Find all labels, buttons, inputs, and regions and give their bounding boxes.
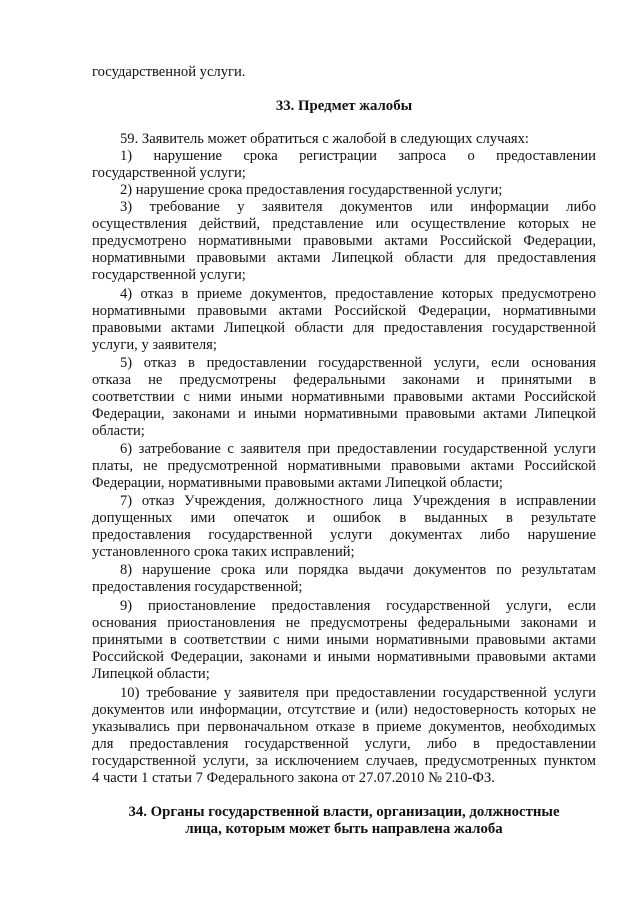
text-line: 4) отказ в приеме документов, предоставление которых предусмотрено	[120, 286, 596, 302]
text-line: установленного срока таких исправлений;	[92, 544, 355, 560]
text-line: 8) нарушение срока или порядка выдачи документов по результатам	[120, 562, 596, 578]
text-line: нормативными правовыми актами Липецкой области для предоставления	[92, 250, 596, 266]
text-line: предоставления государственной;	[92, 579, 303, 595]
text-line: 4 части 1 статьи 7 Федерального закона от 27.07.2010 № 210-ФЗ.	[92, 770, 495, 786]
text-line: 10) требование у заявителя при предоставлении государственной услуги	[120, 685, 596, 701]
text-line: отказа не предусмотрены федеральными законами и принятыми в	[92, 372, 596, 388]
text-line: государственной услуги;	[92, 267, 246, 283]
text-line: государственной услуги, за исключением случаев, предусмотренных пунктом	[92, 753, 596, 769]
section-34-heading-line-1: 34. Органы государственной власти, организации, должностные	[128, 804, 560, 820]
section-34-heading-line-2: лица, которым может быть направлена жалоба	[185, 821, 503, 837]
section-33-heading: 33. Предмет жалобы	[275, 98, 413, 114]
text-line: для предоставления государственной услуги, либо в предоставлении	[92, 736, 596, 752]
text-line: нормативными правовыми актами Российской Федерации, нормативными	[92, 303, 596, 319]
text-line: документов или информации, отсутствие и (или) недостоверность которых не	[92, 702, 596, 718]
text-line: 3) требование у заявителя документов или информации либо	[120, 199, 596, 215]
text-line: осуществления действий, представление или осуществление которых не	[92, 216, 596, 232]
text-line: Федерации, законами и иными нормативными правовыми актами Липецкой	[92, 406, 596, 422]
text-line: предоставления государственной услуги документах либо нарушение	[92, 527, 596, 543]
text-line: Липецкой области;	[92, 666, 210, 682]
text-line: указывались при первоначальном отказе в приеме документов, необходимых	[92, 719, 596, 735]
text-line: допущенных ими опечаток и ошибок в выданных в результате	[92, 510, 596, 526]
text-line: правовыми актами Липецкой области для предоставления государственной	[92, 320, 596, 336]
text-line: государственной услуги;	[92, 165, 246, 181]
text-line: услуги, у заявителя;	[92, 337, 217, 353]
text-line: 5) отказ в предоставлении государственной услуги, если основания	[120, 355, 596, 371]
text-line: государственной услуги.	[92, 64, 246, 80]
text-line: принятыми в соответствии с ними иными нормативными правовыми актами	[92, 632, 596, 648]
text-line: 9) приостановление предоставления государственной услуги, если	[120, 598, 596, 614]
text-line: области;	[92, 423, 145, 439]
text-line: платы, не предусмотренной нормативными правовыми актами Российской	[92, 458, 596, 474]
text-line: основания приостановления не предусмотрены федеральными законами и	[92, 615, 596, 631]
text-line: предусмотрено нормативными правовыми актами Российской Федерации,	[92, 233, 596, 249]
text-line: 6) затребование с заявителя при предоставлении государственной услуги	[120, 441, 596, 457]
text-line: соответствии с ними иными нормативными правовыми актами Российской	[92, 389, 596, 405]
text-line: 7) отказ Учреждения, должностного лица Учреждения в исправлении	[120, 493, 596, 509]
text-line: Федерации, нормативными правовыми актами Липецкой области;	[92, 475, 503, 491]
text-line: 2) нарушение срока предоставления государственной услуги;	[120, 182, 503, 198]
text-line: 59. Заявитель может обратиться с жалобой в следующих случаях:	[120, 131, 529, 147]
text-line: Российской Федерации, законами и иными нормативными правовыми актами	[92, 649, 596, 665]
text-line: 1) нарушение срока регистрации запроса о предоставлении	[120, 148, 596, 164]
